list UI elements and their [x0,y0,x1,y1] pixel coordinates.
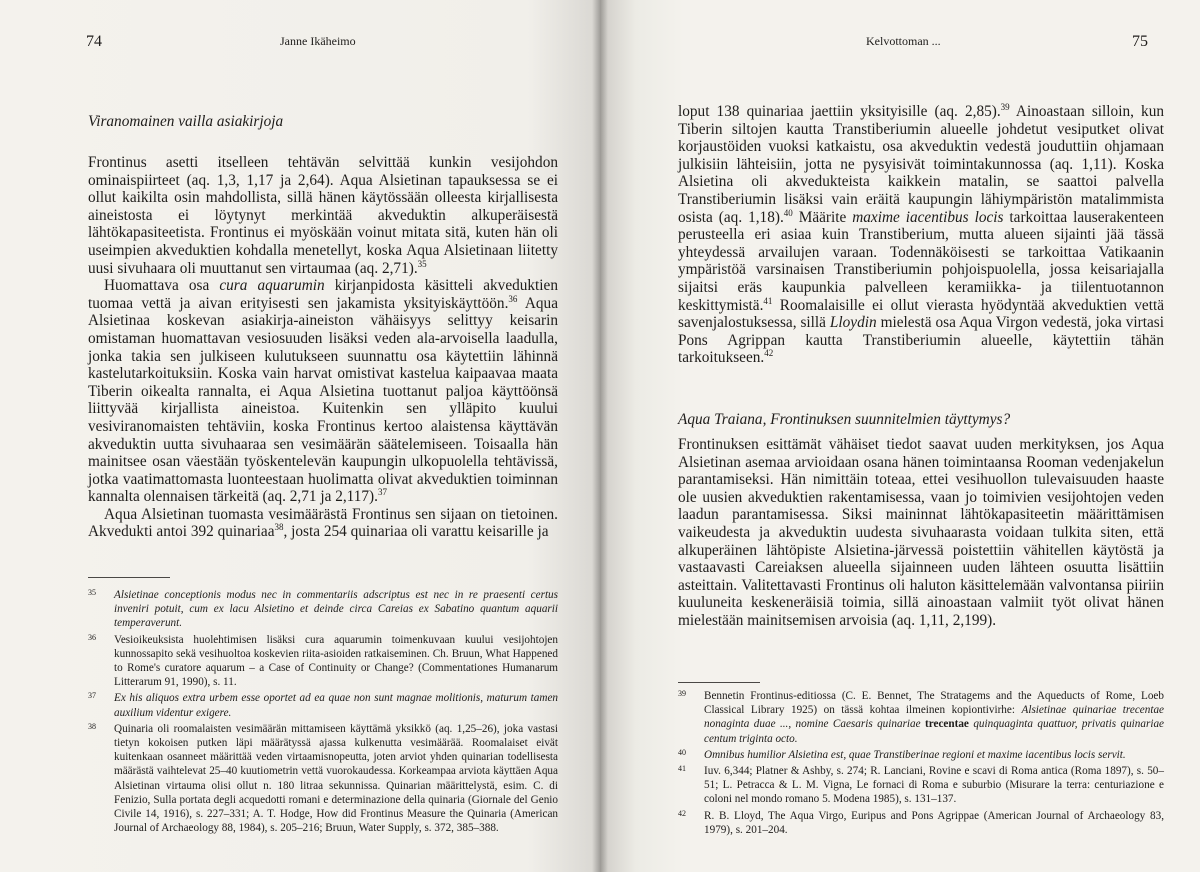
right-paragraph-2: Frontinuksen esittämät vähäiset tiedot saavat uuden merkityksen, jos Aqua Alsietinan asemaa arvioidaan osana hänen toimintaansa Rooman vedenjakelun parantamiseksi. Hän nimittäin toteaa, ettei vesihuollon tulevaisuuden haaste ole uusien akveduktien rakentamisessa, vaan jo toimivien vesijohtojen veden laadun parantamisessa. Siksi maininnat lähtökapasiteetin määrittämisen vaikeudesta ja akveduktin uudesta sivuhaarasta voidaan tulkita siten, että alkuperäinen lähtöpiste Alsietina-järvessä poistettiin vähitellen käytöstä ja vastaavasti Careiaksen alueella sijainneen uuden lähteen osuutta lisättiin asteittain. Valitettavasti Frontinus oli haluton käsittelemään valvontansa piiriin kuuluneita keskeneräisiä toimia, sillä ainoastaan valmiit työt olivat hänen mielestään mainitsemisen arvoisia (aq. 1,11, 2,199). [678,436,1164,629]
left-section-heading: Viranomainen vailla asiakirjoja [88,113,284,130]
footnote-ref-36: 36 [508,293,518,304]
right-footnote-rule [678,682,760,683]
right-body-text-2 [678,436,1164,630]
right-paragraph-1: loput 138 quinariaa jaettiin yksityisille (aq. 2,85).$^{39}$ Ainoastaan silloin, kun Tiberin siltojen kautta Transtiberiumin alueelle johdetut vesiputket olivat korjaustöiden vuoksi katkaistu, osa akveduktin vedestä jouduttiin ohjamaan julkisiin lähteisiin, jotta ne pysyisivät toimintakunnossa (aq. 1,11). Koska Alsietina oli akvedukteista kaikkein matalin, se saattoi palvella Transtiberiumin lisäksi vain eräitä kaupungin lähiympäristön matalimmista osista (aq. 1,18).$^{40}$ Määrite maxime iacentibus locis tarkoittaa lauserakenteen perusteella eri asiaa kuin Transtiberium, mutta alueen sijainti jää tässä yhteydessä arvailujen varaan. Todennäköisesti se tarkoittaa Vatikaanin ympäristöä varsinaisen Transtiberiumin pohjoispuolella, jossa keisariajalla sijaitsi eräs kaupunkia palvelleen keramiikka- ja tiilentuotannon keskittymistä.$^{41}$ Roomalaisille ei ollut vierasta hyödyntää akveduktien vettä savenjalostuksessa, sillä Lloydin mielestä osa Aqua Virgon vedestä, joka virtasi Pons Agrippan kautta Transtiberiumin alueelle, käytettiin tähän tarkoitukseen.$^{42}$ [678,101,1164,367]
footnote-ref-38: 38 [274,522,284,533]
footnote-ref-40: 40 [783,207,793,218]
right-section-heading: Aqua Traiana, Frontinuksen suunnitelmien täyttymys? [678,411,1011,428]
footnote-ref-35: 35 [417,258,427,269]
footnote-38: 38 Quinaria oli roomalaisten vesimäärän mittamiseen käyttämä yksikkö (aq. 1,25–26), joka vastasi tietyn kokoisen putken läpi määrätyssä ajassa kulkenutta vesimäärää. Roomalaiset eivät kuitenkaan osanneet määrittää veden virtaamisnopeutta, joten arviot yhden quinarian todellisesta määrästä vaihtelevat 25–40 kuutiometrin vettä vuorokaudessa. Korkeampaa arviota käyttäen Aqua Alsietinan virtauma olisi ollut n. 180 litraa sekunnissa. Quinarian määrittelystä, esim. C. di Fenizio, Sulla portata degli acquedotti romani e determinazione della quinaria (Giornale del Genio Civile 14, 1916), s. 227–331; A. T. Hodge, How did Frontinus Measure the Quinaria (American Journal of Archaeology 88, 1984), s. 205–216; Bruun, Water Supply, s. 372, 385–388. [88,721,558,835]
footnote-ref-39: 39 [1000,101,1010,112]
book-gutter [592,0,608,872]
left-body-text [88,154,558,541]
left-paragraph-1: Frontinus asetti itselleen tehtävän selvittää kunkin vesijohdon ominaispiirteet (aq. 1,3, 1,17 ja 2,64). Aqua Alsietinan tapauksessa se ei ollut kaikilta osin mahdollista, sillä hänen käytössään olleesta kirjallisesta aineistosta ei löytynyt merkintää akveduktin alkuperäisestä lähtökapasiteetista. Frontinus ei myöskään voinut mitata sitä, kuten hän oli useimpien akveduktien kohdalla menetellyt, koska Aqua Alsietinaan liitetty uusi sivuhaara oli muuttanut sen virtaumaa (aq. 2,71).$^{35}$ [88,154,558,277]
footnote-42: 42 R. B. Lloyd, The Aqua Virgo, Euripus and Pons Agrippae (American Journal of Archaeology 83, 1979), s. 201–204. [678,808,1164,836]
footnote-ref-42: 42 [764,348,774,359]
right-page [600,0,1200,872]
right-running-head: Kelvottoman ... [866,34,941,48]
left-paragraph-3: Aqua Alsietinan tuomasta vesimäärästä Frontinus sen sijaan on tietoinen. Akvedukti antoi 392 quinariaa$^{38}$, josta 254 quinariaa oli varattu keisarille ja [88,505,558,541]
right-page-number: 75 [1132,33,1148,50]
footnote-41: 41 Iuv. 6,344; Platner & Ashby, s. 274; R. Lanciani, Rovine e scavi di Roma antica (Roma 1897), s. 50–51; L. Petracca & L. M. Vigna, Le fornaci di Roma e suburbio (Misurare la terra: centuriazione e coloni nel mondo romano 5. Modena 1985), s. 131–137. [678,764,1164,806]
footnote-40: 40 Omnibus humilior Alsietina est, quae Transtiberinae regioni et maxime iacentibus locis servit. [678,747,1126,761]
footnote-ref-41: 41 [763,295,773,306]
left-page-number: 74 [86,33,102,50]
footnote-35: 35 Alsietinae conceptionis modus nec in commentariis adscriptus est nec in re praesenti certus inveniri potuit, cum ex lacu Alsietino et deinde circa Careias ex Sabatino quantum aquarii temperaverunt. [88,588,558,630]
footnote-36: 36 Vesioikeuksista huolehtimisen lisäksi cura aquarumin toimenkuvaan kuului vesijohtojen kunnossapito sekä vesihuoltoa koskevien riita-asioiden ratkaiseminen. Ch. Bruun, What Happened to Rome's curatore aquarum – a Case of Continuity or Change? (Commentationes Humanarum Litterarum 91, 1990), s. 11. [88,632,558,689]
footnote-ref-37: 37 [377,487,387,498]
left-running-head: Janne Ikäheimo [280,34,356,48]
right-body-text [678,103,1164,367]
footnote-37: 37 Ex his aliquos extra urbem esse oportet ad ea quae non sunt magnae molitionis, maturum tamen auxilium videntur exigere. [88,691,558,719]
left-paragraph-2: Huomattava osa cura aquarumin kirjanpidosta käsitteli akveduktien tuomaa vettä ja aivan erityisesti sen jakamista yksityiskäyttöön.$^{36}$ Aqua Alsietinaa koskevan asiakirja-aineiston vähäisyys selittyy keisarin omistaman huomattavan vesiosuuden lisäksi veden ala-arvoisella laadulla, jonka takia sen julkiseen kulutukseen suunnattu osa käytettiin lähinnä kastelutarkoituksiin. Koska vain harvat omistivat kastelua kaipaavaa maata Tiberin oikealta rannalta, ei Aqua Alsietina tuottanut paljoa käyttöönsä liittyvää kirjallista aineistoa. Kuitenkin sen ylläpito kuului vesiviranomaisten tehtäviin, koska Frontinus kertoo alaistensa käyttävän akveduktin uutta sivuhaaraa sen vesimäärän säätelemiseen. Toisaalla hän mainitsee osan väestään työskentelevän kaupungin ulkopuolella tehtävissä, jotka vaatimattomasta luonteestaan huolimatta olivat akveduktien toiminnan kannalta olennaisen tärkeitä (aq. 2,71 ja 2,117).$^{37}$ [88,277,558,506]
right-footnotes [678,689,1164,839]
left-footnotes [88,588,558,837]
footnote-39: 39 Bennetin Frontinus-editiossa (C. E. Bennet, The Stratagems and the Aqueducts of Rome, Loeb Classical Library 1925) on tässä kohtaa ilmeinen kopiontivirhe: Alsietinae quinariae trecentae nonaginta duae ..., nomine Caesaris quinariae trecentae quinquaginta quattuor, privatis quinariae centum triginta octo. [678,689,1165,745]
left-footnote-rule [88,577,170,578]
